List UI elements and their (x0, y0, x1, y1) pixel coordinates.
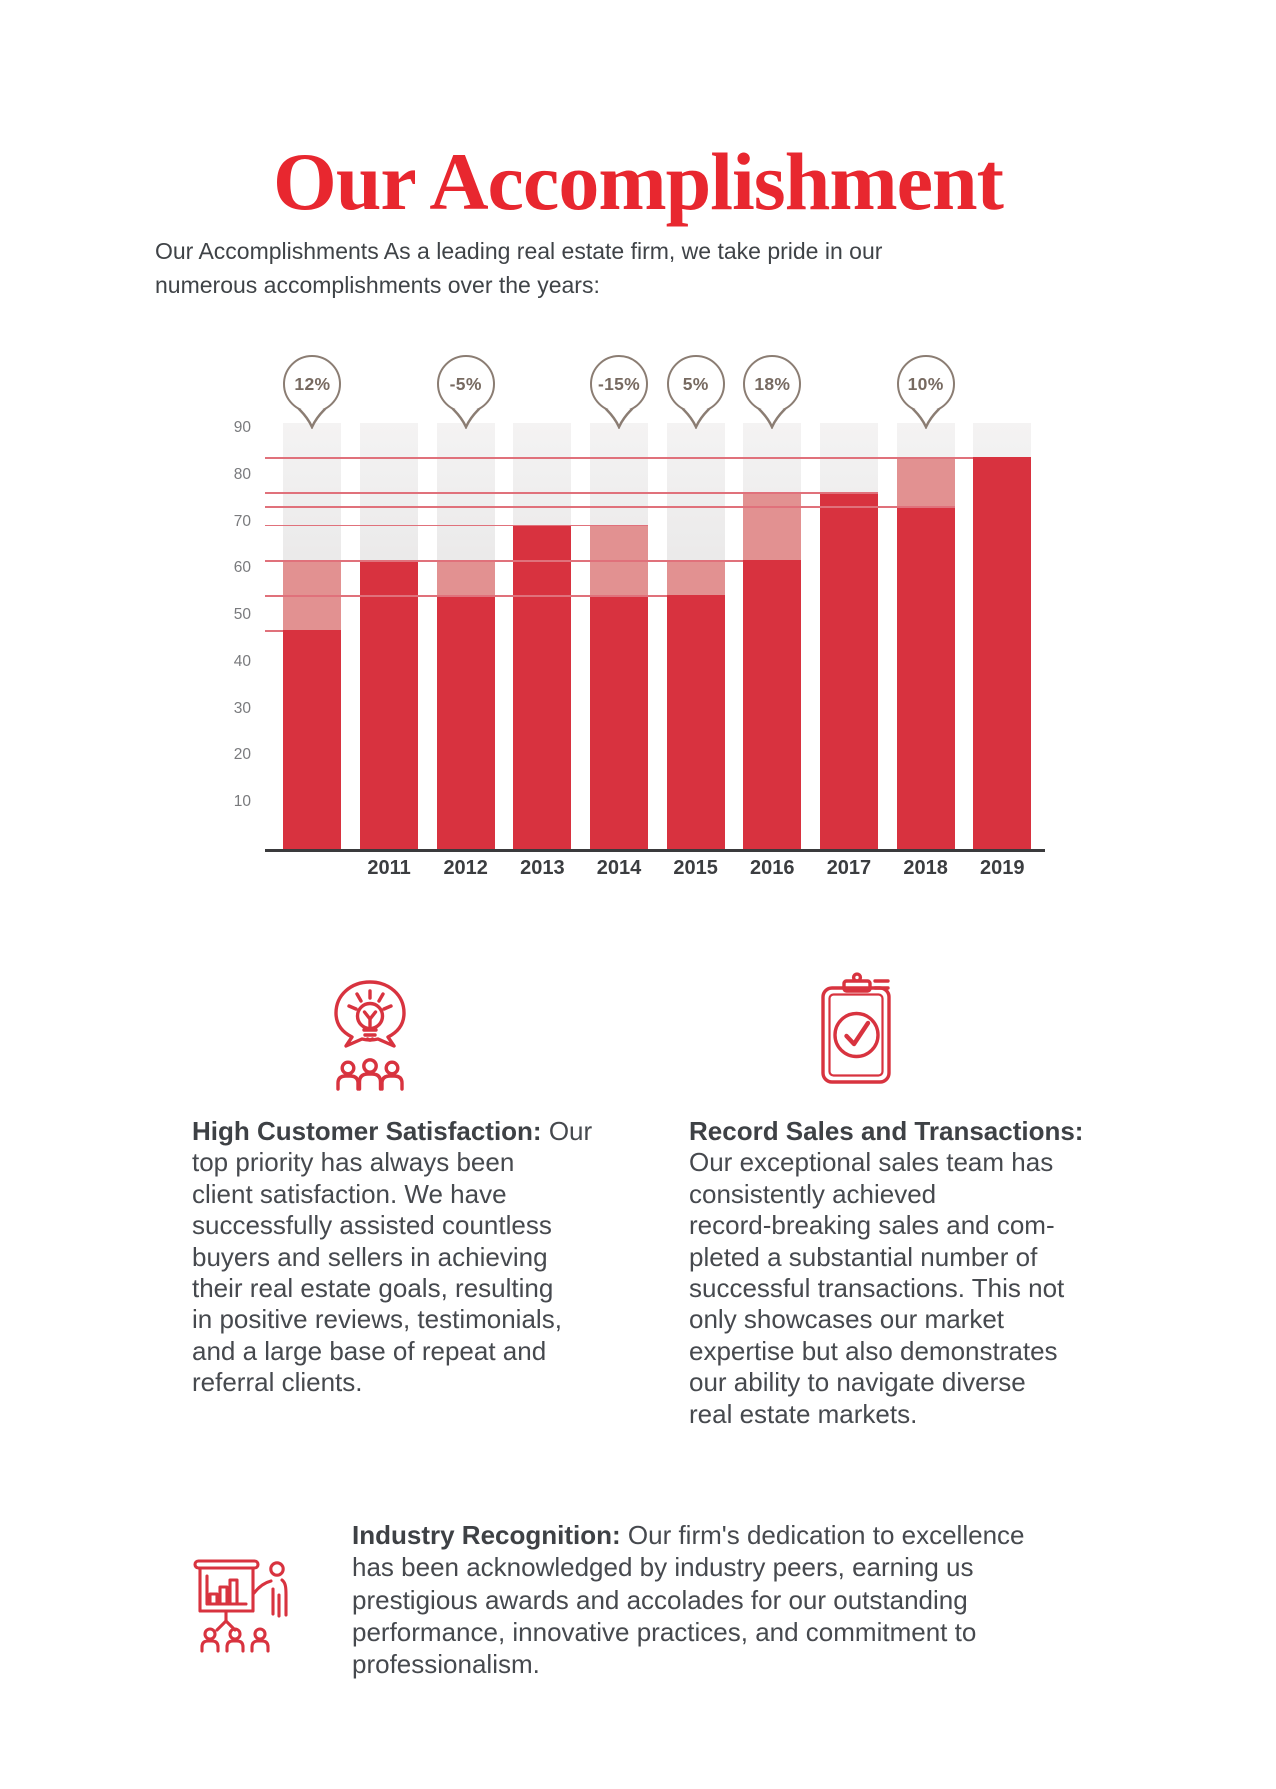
feature-customer-satisfaction-text (192, 1116, 667, 1399)
y-axis-tick: 10 (233, 793, 251, 811)
growth-badge-tail (451, 409, 481, 429)
text-line: top priority has always been (192, 1147, 515, 1178)
chart-reference-line (265, 630, 283, 632)
x-axis-label: 2013 (520, 857, 565, 879)
text-line: pleted a substantial number of (689, 1241, 1038, 1272)
chart-reference-line (265, 457, 973, 459)
bar-value-segment (513, 525, 571, 850)
presentation-award-icon (193, 1549, 305, 1653)
text-line: has been acknowledged by industry peers, earning us (352, 1552, 974, 1583)
x-axis-label: 2015 (673, 857, 718, 879)
text-line: successful transactions. This not (689, 1273, 1065, 1304)
chart-bg-column (360, 423, 418, 850)
text-line: Record Sales and Transactions: (689, 1116, 1084, 1146)
text-line: in positive reviews, testimonials, (192, 1304, 562, 1335)
page-title: Our Accomplishment (273, 135, 1003, 227)
bar-value-segment (590, 595, 648, 850)
text-line: real estate markets. (689, 1398, 918, 1429)
x-axis-label: 2014 (596, 857, 642, 879)
bar-overlay-segment (897, 457, 955, 506)
x-axis-label: 2018 (903, 857, 948, 879)
industry-recognition-text (352, 1519, 1024, 1680)
idea-discussion-people-icon (318, 976, 422, 1094)
chart-reference-line (265, 560, 743, 562)
growth-badge-tail (604, 409, 634, 429)
text-line: expertise but also demonstrates (689, 1335, 1058, 1366)
growth-badge-tail (911, 409, 941, 429)
text-line: record-breaking sales and com- (689, 1210, 1055, 1241)
feature-record-sales-text (689, 1116, 1164, 1430)
y-axis-tick: 60 (233, 559, 251, 577)
y-axis-tick: 20 (233, 746, 251, 764)
chart-bg-column (437, 423, 495, 850)
chart-reference-line (265, 506, 955, 508)
x-axis-label: 2016 (750, 857, 795, 879)
y-axis-tick: 70 (233, 512, 251, 530)
chart-bg-column (667, 423, 725, 850)
text-line: their real estate goals, resulting (192, 1273, 554, 1304)
text-line: only showcases our market (689, 1304, 1005, 1335)
chart-bg-column (973, 423, 1031, 850)
bar-overlay-segment (437, 560, 495, 595)
text-line: referral clients. (192, 1367, 363, 1398)
bar-value-segment (283, 630, 341, 850)
text-line: client satisfaction. We have (192, 1178, 507, 1209)
text-line: buyers and sellers in achieving (192, 1241, 548, 1272)
y-axis-tick: 50 (233, 606, 251, 624)
growth-badge: 18% (743, 355, 801, 413)
y-axis-tick: 30 (233, 699, 251, 717)
chart-bg-column (513, 423, 571, 850)
chart-bg-column (897, 423, 955, 850)
x-axis-line (265, 849, 1045, 852)
x-axis-label: 2017 (826, 857, 872, 879)
growth-badge-tail (297, 409, 327, 429)
growth-badge: 5% (667, 355, 725, 413)
text-line: successfully assisted countless (192, 1210, 552, 1241)
y-axis-tick: 40 (233, 652, 251, 670)
growth-badge-tail (757, 409, 787, 429)
growth-badge: 10% (897, 355, 955, 413)
bar-overlay-segment (283, 560, 341, 630)
text-line: Our exceptional sales team has (689, 1147, 1054, 1178)
intro-text: Our Accomplishments As a leading real estate firm, we take pride in our numerous accomplishments over the years: (155, 238, 883, 298)
growth-badge: -5% (437, 355, 495, 413)
x-axis-label: 2012 (443, 857, 488, 879)
bar-value-segment (437, 595, 495, 850)
bar-overlay-segment (667, 560, 725, 595)
text-line: our ability to navigate diverse (689, 1367, 1026, 1398)
growth-badge: -15% (590, 355, 648, 413)
bar-value-segment (743, 560, 801, 850)
chart-bg-column (283, 423, 341, 850)
bar-value-segment (667, 595, 725, 850)
x-axis-label: 2011 (367, 857, 411, 879)
bar-value-segment (820, 492, 878, 850)
text-line: professionalism. (352, 1649, 540, 1680)
bar-value-segment (973, 457, 1031, 850)
text-line: performance, innovative practices, and commitment to (352, 1616, 977, 1647)
clipboard-check-icon (818, 972, 900, 1086)
chart-bg-column (743, 423, 801, 850)
chart-reference-line (265, 492, 878, 494)
text-line: consistently achieved (689, 1178, 937, 1209)
growth-badge: 12% (283, 355, 341, 413)
text-line: Industry Recognition: Our firm's dedication to excellence (352, 1520, 1025, 1550)
text-line: and a large base of repeat and (192, 1335, 547, 1366)
chart-reference-line (265, 525, 648, 527)
chart-reference-line (265, 595, 667, 597)
chart-bg-column (820, 423, 878, 850)
text-line: High Customer Satisfaction: Our (192, 1116, 593, 1146)
chart-bg-column (590, 423, 648, 850)
y-axis-tick: 80 (233, 465, 251, 483)
x-axis-label: 2019 (980, 857, 1025, 879)
y-axis-tick: 90 (233, 419, 251, 437)
bar-value-segment (360, 560, 418, 850)
growth-badge-tail (681, 409, 711, 429)
bar-value-segment (897, 506, 955, 850)
bar-overlay-segment (590, 525, 648, 595)
bar-overlay-segment (743, 492, 801, 560)
text-line: prestigious awards and accolades for our outstanding (352, 1584, 968, 1615)
